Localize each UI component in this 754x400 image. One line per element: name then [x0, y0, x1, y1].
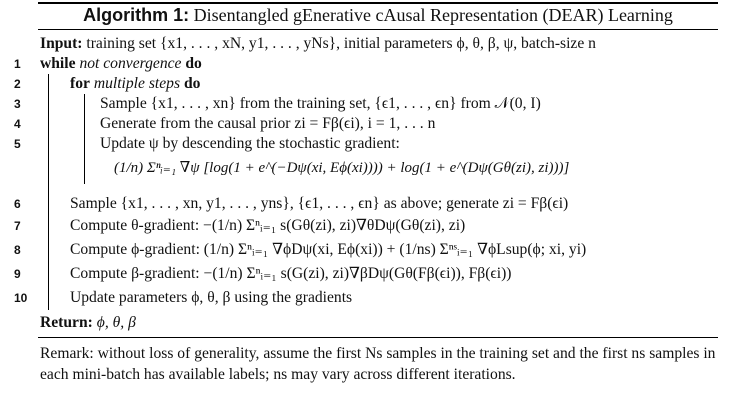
while-block-bar: [48, 74, 49, 310]
psi-gradient-formula: (1/n) Σⁿᵢ₌₁ ∇ψ [log(1 + e^(−Dψ(xi, Eϕ(xi)))) + log(1 + e^(Dψ(Gθ(zi), zi)))]: [114, 160, 570, 176]
algorithm-title-text: Disentangled gEnerative cAusal Representation (DEAR) Learning: [193, 5, 673, 25]
algo-line-7: Compute θ-gradient: −(1/n) Σⁿᵢ₌₁ s(Gθ(zi), zi)∇θDψ(Gθ(zi), zi): [70, 217, 466, 234]
line-number: 4: [14, 117, 21, 131]
input-text: training set {x1, . . . , xN, y1, . . . , yNs}, initial parameters ϕ, θ, β, ψ, batch-size n: [86, 35, 596, 52]
algo-line-6: Sample {x1, . . . , xn, y1, . . . , yns}, {ϵ1, . . . , ϵn} as above; generate zi = Fβ(ϵi): [70, 195, 569, 212]
algo-line-3: Sample {x1, . . . , xn} from the training set, {ϵ1, . . . , ϵn} from 𝒩(0, I): [100, 95, 541, 112]
line-number: 8: [14, 243, 21, 257]
algo-line-4: Generate from the causal prior zi = Fβ(ϵi), i = 1, . . . n: [100, 115, 436, 132]
algorithm-title: [38, 5, 718, 26]
input-keyword: Input:: [40, 35, 83, 52]
algo-line-5: Update ψ by descending the stochastic gradient:: [100, 135, 400, 152]
for-condition: multiple steps: [93, 75, 181, 92]
line-number: 6: [14, 197, 21, 211]
remark-text: Remark: without loss of generality, assume the first Ns samples in the training set and the first ns samples in each mini-batch has available labels; ns may vary across different iterations.: [40, 345, 716, 383]
return-line: [40, 313, 136, 333]
algo-line-1: [40, 54, 202, 74]
line-number: 2: [14, 77, 21, 91]
do-keyword: do: [185, 55, 202, 72]
line-number: 1: [14, 57, 21, 71]
do-keyword: do: [183, 75, 201, 92]
header-rule: [38, 29, 718, 30]
line-number: 5: [14, 137, 21, 151]
bottom-rule: [38, 337, 718, 338]
algo-line-8: Compute ϕ-gradient: (1/n) Σⁿᵢ₌₁ ∇ϕDψ(xi, Eϕ(xi)) + (1/ns) Σⁿˢᵢ₌₁ ∇ϕLsup(ϕ; xi, yi): [70, 241, 587, 258]
algo-line-10: Update parameters ϕ, θ, β using the gradients: [70, 289, 353, 306]
line-number: 10: [14, 291, 28, 305]
algorithm-label: Algorithm 1:: [83, 5, 190, 25]
for-keyword: for: [70, 75, 90, 92]
top-rule: [38, 2, 718, 4]
while-condition: not convergence: [79, 55, 182, 72]
input-line: [40, 34, 596, 54]
return-values: ϕ, θ, β: [96, 314, 136, 331]
line-number: 9: [14, 267, 21, 281]
while-keyword: while: [40, 55, 76, 72]
algo-line-2: [70, 74, 200, 94]
algo-line-9: Compute β-gradient: −(1/n) Σⁿᵢ₌₁ s(G(zi), zi)∇βDψ(Gθ(Fβ(ϵi)), Fβ(ϵi)): [70, 265, 512, 282]
return-keyword: Return:: [40, 314, 93, 331]
for-block-bar: [84, 94, 85, 184]
line-number: 7: [14, 219, 21, 233]
line-number: 3: [14, 97, 21, 111]
